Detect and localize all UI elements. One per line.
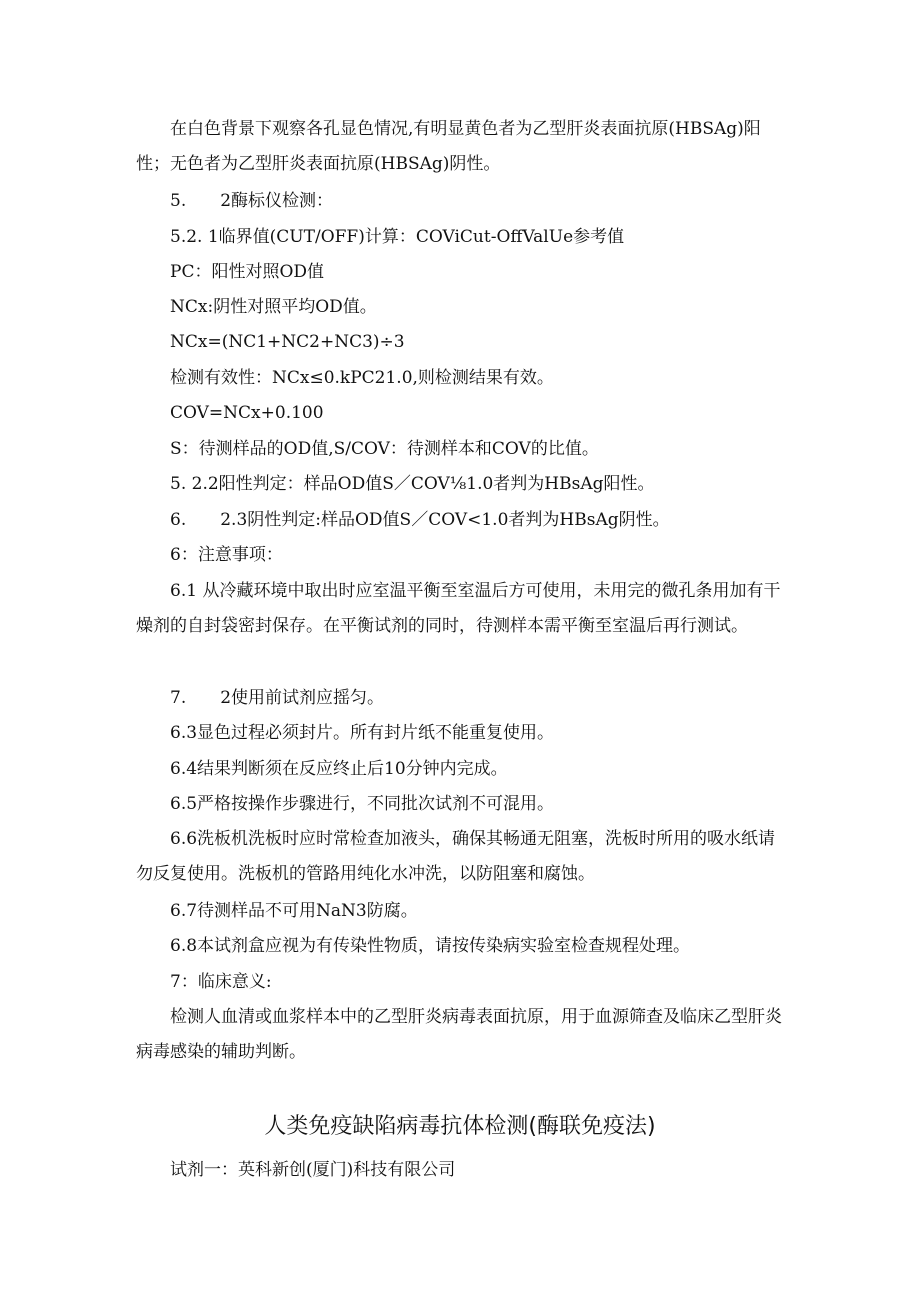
reagent-line: 试剂一：英科新创(厦门)科技有限公司 xyxy=(170,1160,456,1180)
ncx-formula: NCx=(NC1+NC2+NC3)÷3 xyxy=(170,332,405,352)
section-6-title: 6：注意事项： xyxy=(170,545,283,565)
note-6-6: 6.6洗板机洗板时应时常检查加液头，确保其畅通无阻塞，洗板时所用的吸水纸请勿反复使用。洗板机的管路用纯化水冲洗，以防阻塞和腐蚀。 xyxy=(136,829,776,884)
positive-judgement: 5. 2.2阳性判定：样品OD值S／COV⅛1.0者判为HBsAg阳性。 xyxy=(170,474,655,494)
note-6-4: 6.4结果判断须在反应终止后10分钟内完成。 xyxy=(170,759,508,779)
s-definition: S：待测样品的OD值,S/COV：待测样本和COV的比值。 xyxy=(170,439,599,459)
negative-judgement: 6. 2.3阴性判定:样品OD值S／COV<1.0者判为HBsAg阴性。 xyxy=(170,510,670,530)
section-7-title: 7：临床意义: xyxy=(170,972,272,992)
note-6-7: 6.7待测样品不可用NaN3防腐。 xyxy=(170,901,418,921)
note-6-5: 6.5严格按操作步骤进行，不同批次试剂不可混用。 xyxy=(170,794,555,814)
clinical-significance: 检测人血清或血浆样本中的乙型肝炎病毒表面抗原，用于血源筛查及临床乙型肝炎病毒感染的辅助判断。 xyxy=(136,1007,782,1062)
section-heading: 人类免疫缺陷病毒抗体检测(酶联免疫法) xyxy=(264,1114,656,1139)
pc-definition: PC：阳性对照OD值 xyxy=(170,262,325,282)
cov-formula: COV=NCx+0.100 xyxy=(170,403,324,423)
note-6-8: 6.8本试剂盒应视为有传染性物质，请按传染病实验室检查规程处理。 xyxy=(170,936,691,956)
ncx-definition: NCx:阴性对照平均OD值。 xyxy=(170,297,377,317)
validity-line: 检测有效性：NCx≤0.kPC21.0,则检测结果有效。 xyxy=(170,368,554,388)
paragraph-observation: 在白色背景下观察各孔显色情况,有明显黄色者为乙型肝炎表面抗原(HBSAg)阳性；无色者为乙型肝炎表面抗原(HBSAg)阴性。 xyxy=(136,119,761,174)
section-5-2: 5. 2酶标仪检测： xyxy=(170,191,334,211)
note-6-1: 6.1 从冷藏环境中取出时应室温平衡至室温后方可使用，未用完的微孔条用加有干燥剂的自封袋密封保存。在平衡试剂的同时，待测样本需平衡至室温后再行测试。 xyxy=(136,581,781,636)
cutoff-calc-line: 5.2. 1临界值(CUT/OFF)计算：COViCut-OffValUe参考值 xyxy=(170,227,625,247)
note-6-2: 7. 2使用前试剂应摇匀。 xyxy=(170,688,385,708)
note-6-3: 6.3显色过程必须封片。所有封片纸不能重复使用。 xyxy=(170,723,555,743)
